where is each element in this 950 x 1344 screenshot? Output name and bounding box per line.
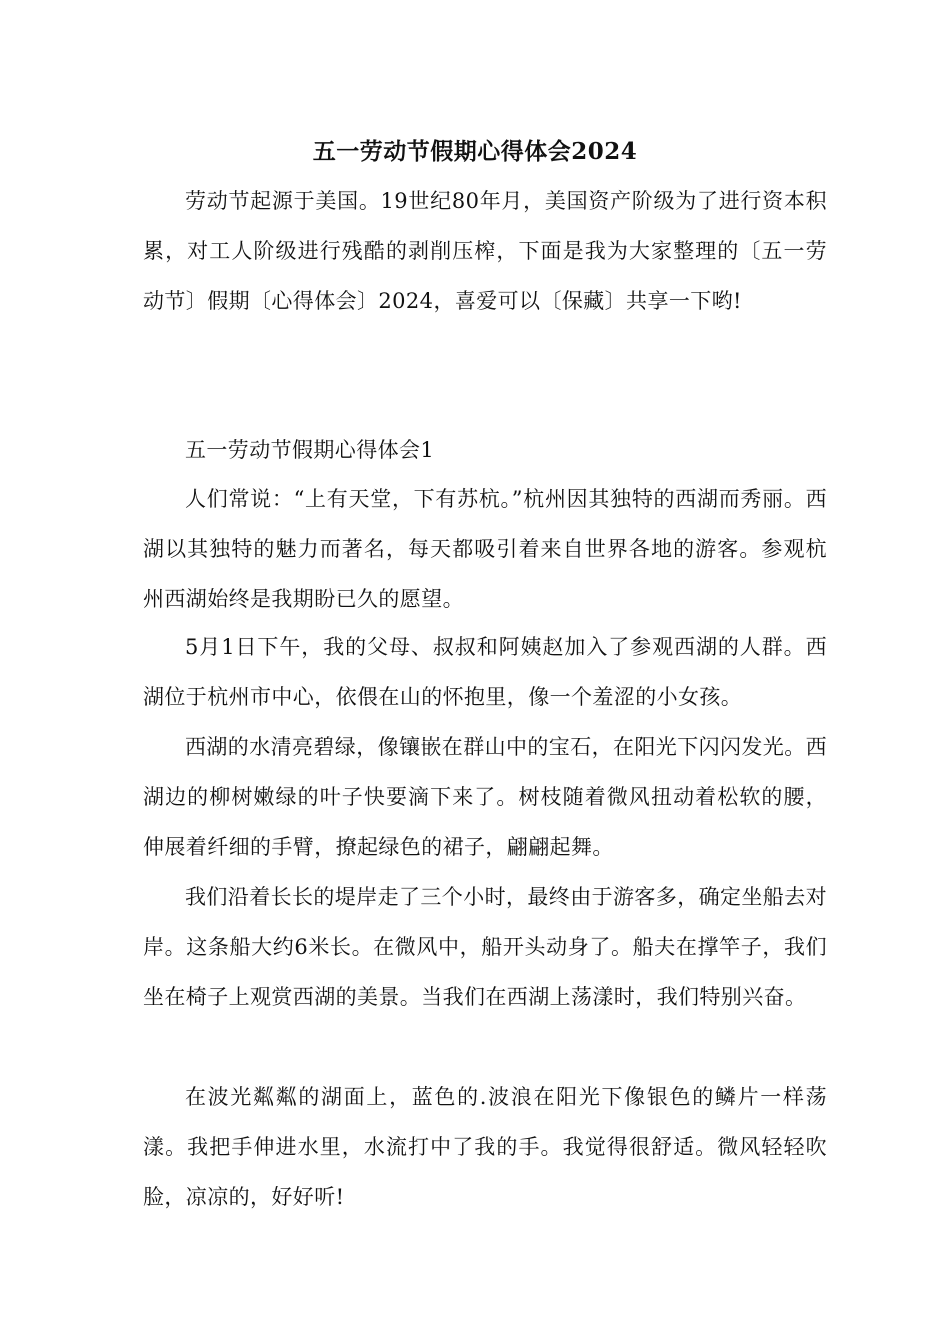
paragraph-5: 在波光粼粼的湖面上，蓝色的.波浪在阳光下像银色的鳞片一样荡漾。我把手伸进水里，水流打中了我的手。我觉得很舒适。微风轻轻吹脸，凉凉的，好好听! <box>143 1085 827 1209</box>
paragraph-4: 我们沿着长长的堤岸走了三个小时，最终由于游客多，确定坐船去对岸。这条船大约6米长。在微风中，船开头动身了。船夫在撑竿子，我们坐在椅子上观赏西湖的美景。当我们在西湖上荡漾时，我们特别兴奋。 <box>143 885 827 1009</box>
paragraph-3: 西湖的水清亮碧绿，像镶嵌在群山中的宝石，在阳光下闪闪发光。西湖边的柳树嫩绿的叶子快要滴下来了。树枝随着微风扭动着松软的腰，伸展着纤细的手臂，撩起绿色的裙子，翩翩起舞。 <box>143 735 827 859</box>
paragraph-1: 人们常说：“上有天堂，下有苏杭。”杭州因其独特的西湖而秀丽。西湖以其独特的魅力而著名，每天都吸引着来自世界各地的游客。参观杭州西湖始终是我期盼已久的愿望。 <box>143 487 827 611</box>
paragraph-2: 5月1日下午，我的父母、叔叔和阿姨赵加入了参观西湖的人群。西湖位于杭州市中心，依偎在山的怀抱里，像一个羞涩的小女孩。 <box>143 635 827 709</box>
intro-paragraph: 劳动节起源于美国。19世纪80年月，美国资产阶级为了进行资本积累，对工人阶级进行残酷的剥削压榨，下面是我为大家整理的〔五一劳动节〕假期〔心得体会〕2024，喜爱可以〔保藏〕共享一下哟! <box>143 189 827 313</box>
document-title: 五一劳动节假期心得体会2024 <box>312 138 638 165</box>
section-heading: 五一劳动节假期心得体会1 <box>185 438 435 462</box>
